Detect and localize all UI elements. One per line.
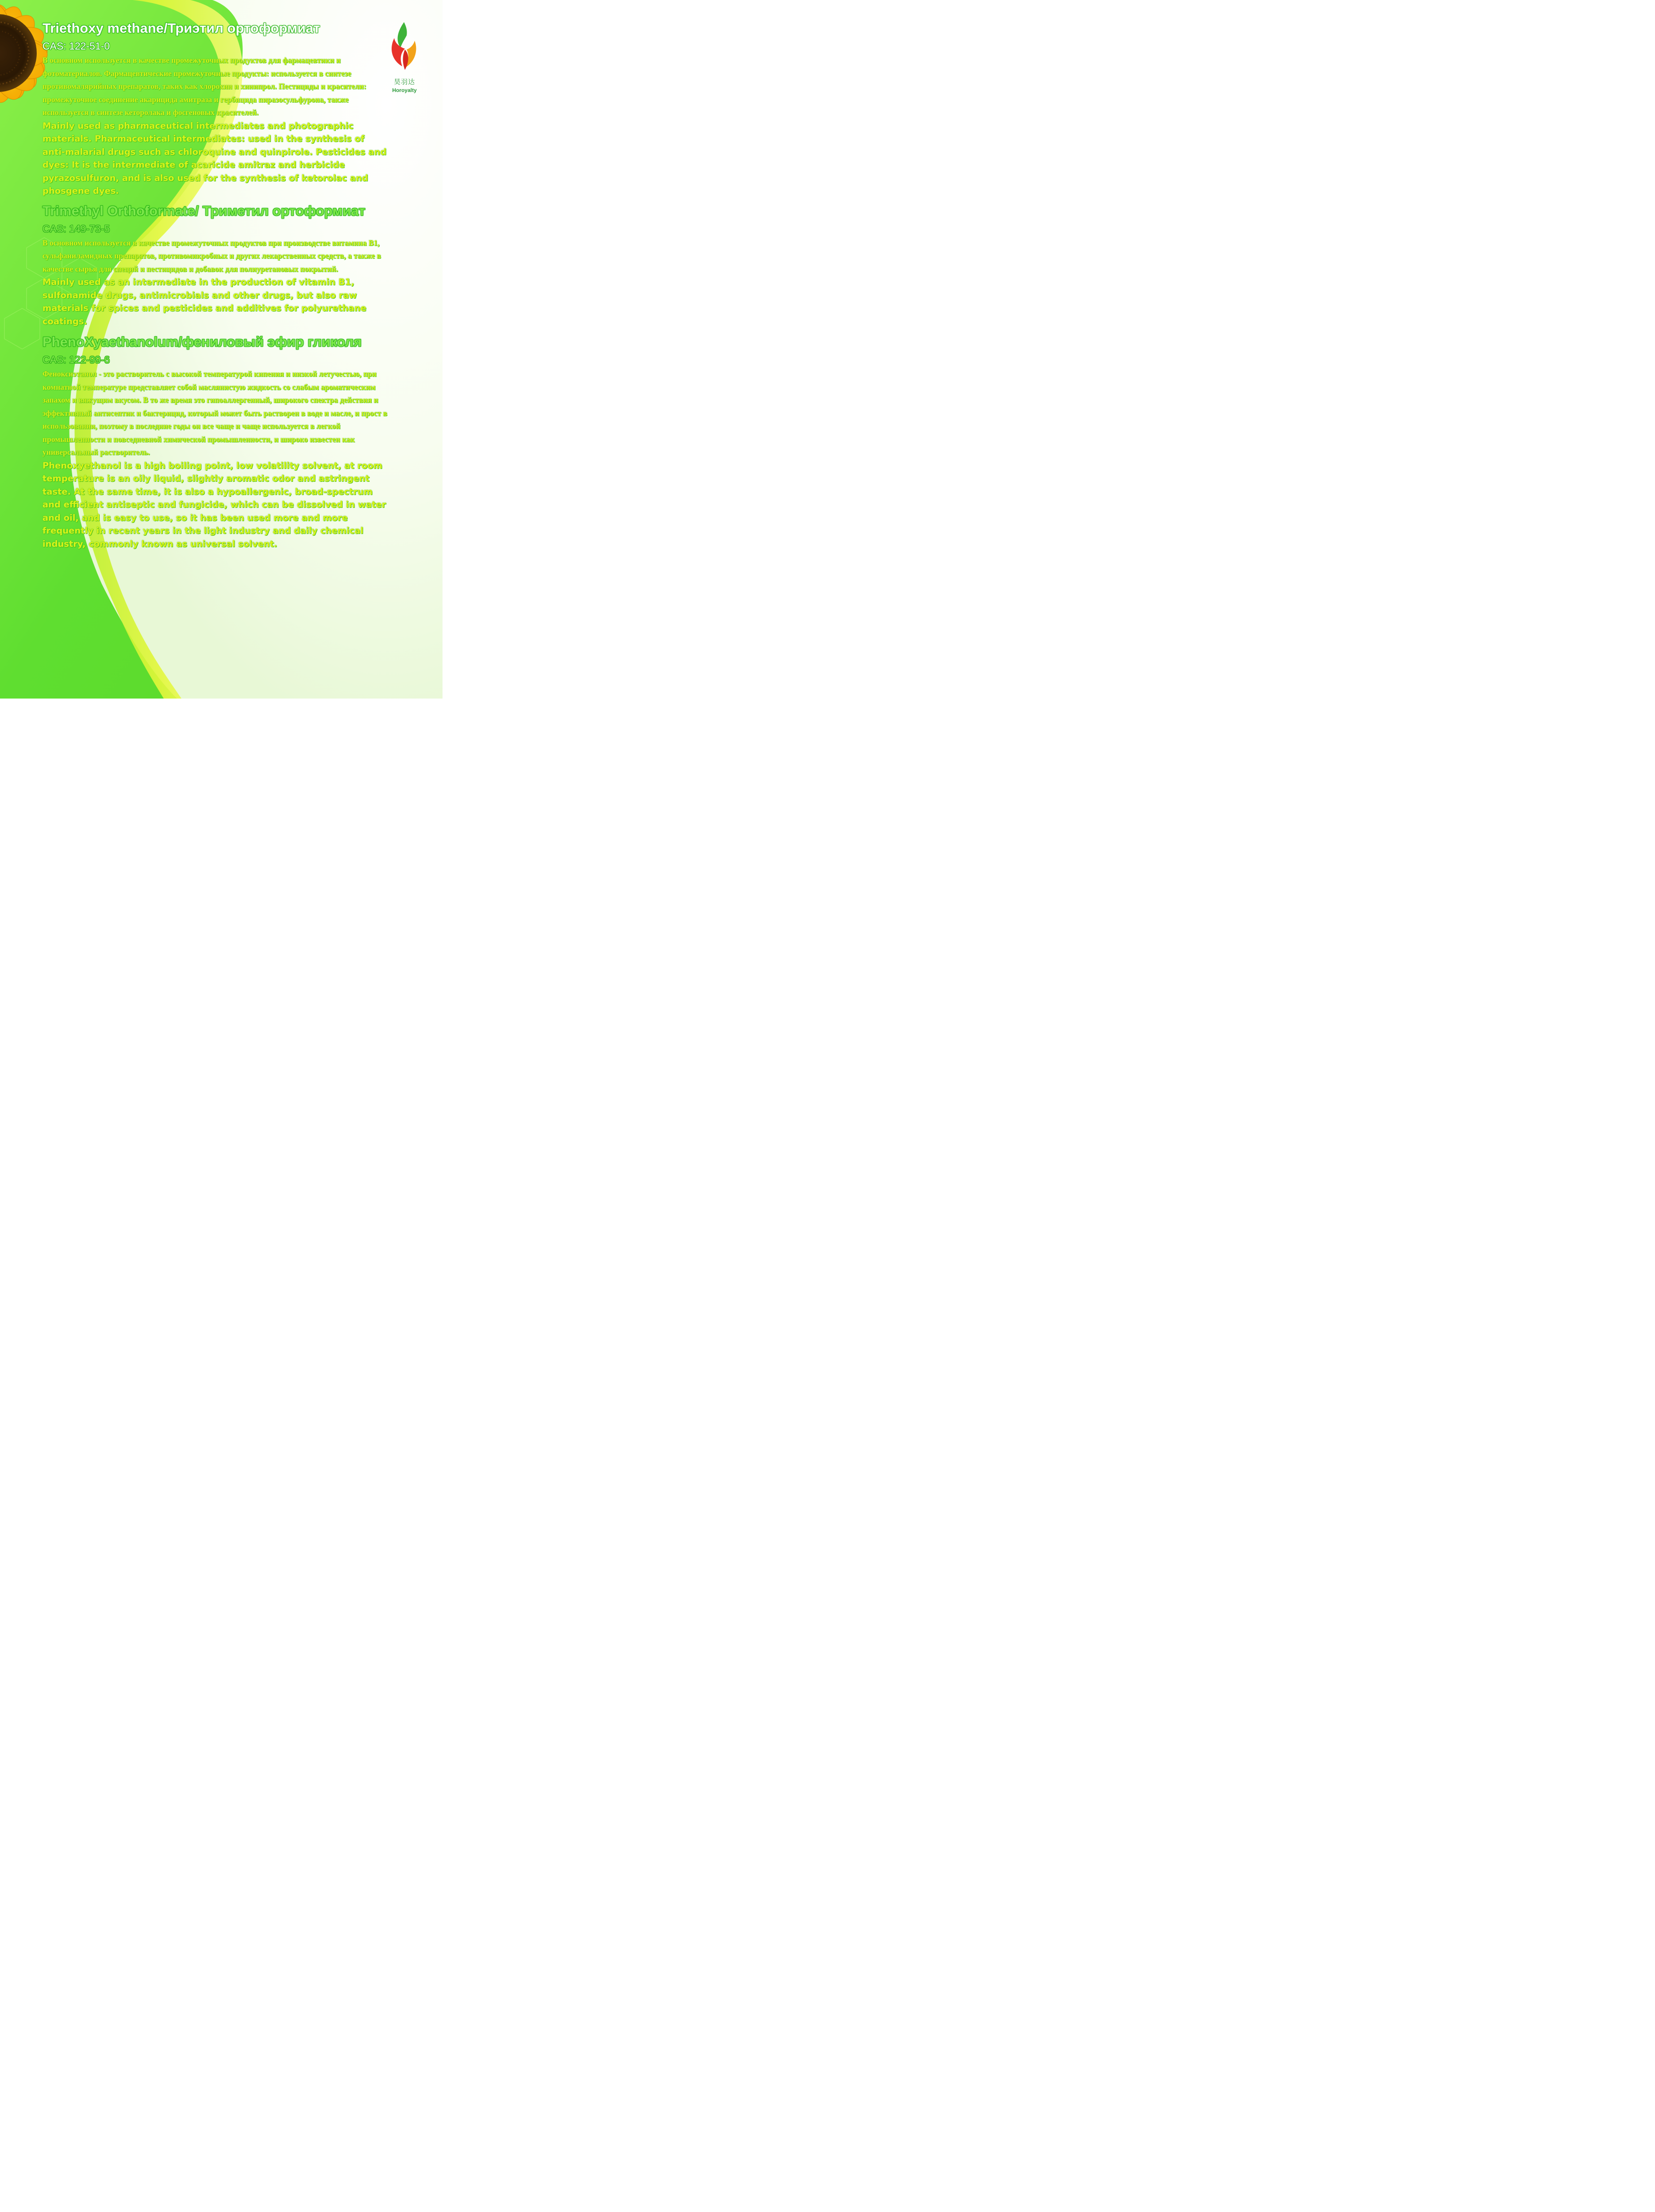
content-column [42, 19, 388, 550]
logo-english-name: Horoyalty [392, 87, 417, 93]
poster [0, 0, 443, 699]
cas-number: CAS: 122-51-0 [42, 40, 110, 52]
product-title: PhenoXyaethanolum/фениловый эфир гликоля [42, 334, 362, 349]
description-russian: Феноксиэтанол - это растворитель с высокой температурой кипения и низкой летучестью, при комнатной температуре представляет собой маслянистую жидкость со слабым ароматическим запахом и вяжущим вкусом. В то же время это гипоаллергенный, широкого спектра действия и эффективный антисептик и бактерицид, который может быть растворен в воде и масле, и прост в использовании, поэтому в последние годы он все чаще и чаще используется в легкой промышленности и повседневной химической промышленности, и широко известен как универсальный растворитель. [42, 369, 388, 457]
section-phenoxyethanol [42, 333, 388, 550]
section-triethoxy-methane [42, 19, 388, 198]
description-english: Phenoxyethanol is a high boiling point, low volatility solvent, at room temperature is an oily liquid, slightly aromatic odor and astringent taste. At the same time, it is also a hypoallergenic, broad-spectrum and efficient antiseptic and fungicide, which can be dissolved in water and oil, and is easy to use, so it has been used more and more frequently in recent years in the light industry and daily chemical industry, commonly known as universal solvent. [42, 460, 386, 549]
logo-chinese-name: 昊羽达 [393, 78, 415, 86]
description-english: Mainly used as an intermediate in the production of vitamin B1, sulfonamide drugs, antimicrobials and other drugs, but also raw materials for spices and pesticides and additives for polyurethane coatings. [42, 277, 366, 326]
flame-logo-icon [389, 20, 420, 73]
cas-number: CAS: 149-73-5 [42, 223, 110, 234]
description-english: Mainly used as pharmaceutical intermediates and photographic materials. Pharmaceutical intermediates: used in the synthesis of anti-malarial drugs such as chloroquine and quinpirole. Pesticides and dyes: It is the intermediate of acaricide amitraz and herbicide pyrazosulfuron, and is also used for the synthesis of ketorolac and phosgene dyes. [42, 120, 387, 196]
section-trimethyl-orthoformate [42, 202, 388, 328]
description-russian: В основном используется в качестве промежуточных продуктов при производстве витамина B1, сульфаниламидных препаратов, противомикробных и других лекарственных средств, а также в качестве сырья для специй и пестицидов и добавок для полиуретановых покрытий. [42, 238, 381, 273]
product-title: Trimethyl Orthoformate/ Триметил ортоформиат [42, 203, 366, 219]
product-title: Triethoxy methane/Триэтил ортоформиат [42, 20, 320, 36]
description-russian: В основном используется в качестве промежуточных продуктов для фармацевтики и фотоматериалов. Фармацевтические промежуточные продукты: используется в синтезе противомалярийных препаратов, таких как хлорохин и хинипрол. Пестициды и красители: промежуточное соединение акарицида амитраза и гербицида пиразосульфурона, также используется в синтезе кеторолака и фосгеновых красителей. [42, 56, 366, 117]
cas-number: CAS: 122-99-6 [42, 354, 110, 365]
brand-logo [384, 20, 425, 104]
